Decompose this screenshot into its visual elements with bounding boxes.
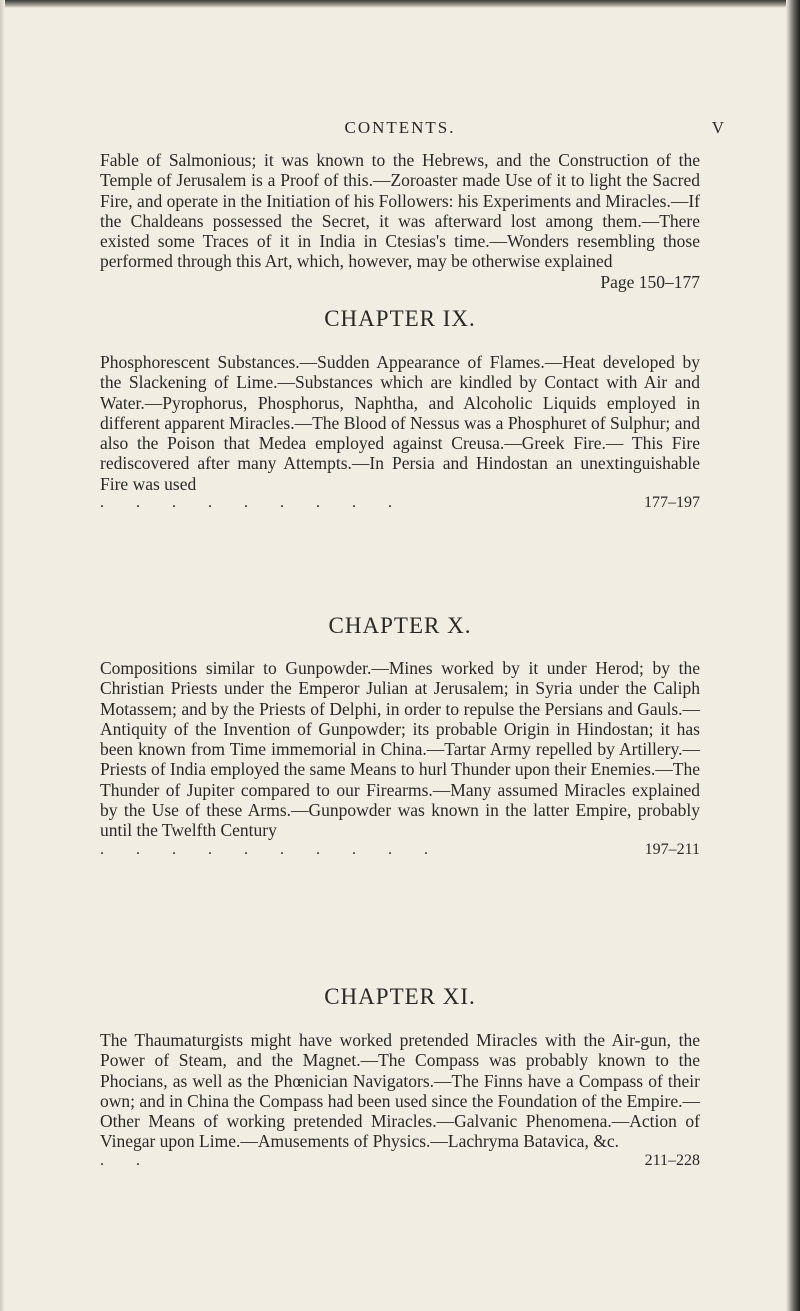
- chapter-xi-page-line: [100, 1152, 700, 1170]
- page-edge-top: [0, 0, 800, 8]
- chapter-x-leaders: . . . . . . . . . .: [100, 840, 442, 858]
- chapter-xi-page-range: 211–228: [644, 1151, 700, 1169]
- page-edge-right: [786, 0, 800, 1311]
- chapter-x-text: Compositions similar to Gunpowder.—Mines worked by it under Herod; by the Christian Priests under the Emperor Julian at Jerusalem; in Syria under the Caliph Motassem; and by the Priests of Delphi, in order to repulse the Persians and Gauls.—Antiquity of the Invention of Gunpowder; its probable Origin in Hindostan; it has been known from Time immemorial in China.—Tartar Army repelled by Artillery.—Priests of India employed the same Means to hurl Thunder upon their Enemies.—The Thunder of Jupiter compared to our Firearms.—Many assumed Miracles explained by the Use of these Arms.—Gunpowder was known in the latter Empire, probably until the Twelfth Century: [100, 658, 700, 841]
- page-numeral: V: [711, 118, 724, 137]
- intro-entry: [100, 150, 700, 292]
- chapter-ix-text: Phosphorescent Substances.—Sudden Appearance of Flames.—Heat developed by the Slackening of Lime.—Substances which are kindled by Contact with Air and Water.—Pyrophorus, Phosphorus, Naphtha, and Alcoholic Liquids employed in different apparent Miracles.—The Blood of Nessus was a Phosphuret of Sulphur; and also the Poison that Medea employed against Creusa.—Greek Fire.— This Fire rediscovered after many Attempts.—In Persia and Hindostan an unextinguishable Fire was used: [100, 352, 700, 494]
- chapter-ix-page-range: 177–197: [644, 494, 700, 512]
- running-head: [100, 118, 740, 142]
- chapter-x-page-range: 197–211: [644, 840, 700, 858]
- running-title: CONTENTS.: [344, 118, 456, 137]
- chapter-xi-heading: CHAPTER XI.: [324, 984, 476, 1009]
- chapter-ix-page-line: [100, 494, 700, 512]
- chapter-xi-text: The Thaumaturgists might have worked pretended Miracles with the Air-gun, the Power of Steam, and the Magnet.—The Compass was probably known to the Phocians, as well as the Phœnician Navigators.—The Finns have a Compass of their own; and in China the Compass had been used since the Foundation of the Empire.—Other Means of working pretended Miracles.—Galvanic Phenomena.—Action of Vinegar upon Lime.—Amusements of Physics.—Lachryma Batavica, &c.: [100, 1030, 700, 1152]
- chapter-ix-heading: CHAPTER IX.: [324, 306, 476, 331]
- intro-page-range: Page 150–177: [600, 271, 700, 292]
- page-edge-left: [0, 0, 5, 1311]
- chapter-ix-leaders: . . . . . . . . .: [100, 494, 406, 512]
- chapter-x-page-line: [100, 841, 700, 859]
- chapter-xi-entry: [100, 1030, 700, 1170]
- chapter-x-heading: CHAPTER X.: [328, 613, 472, 638]
- intro-text: Fable of Salmonious; it was known to the Hebrews, and the Construction of the Temple of Jerusalem is a Proof of this.—Zoroaster made Use of it to light the Sacred Fire, and operate in the Initiation of his Followers: his Experiments and Miracles.—If the Chaldeans possessed the Secret, it was afterward lost among them.—There existed some Traces of it in India in Ctesias's time.—Wonders resembling those performed through this Art, which, however, may be otherwise explained: [100, 150, 700, 272]
- chapter-x-entry: [100, 658, 700, 859]
- chapter-ix-entry: [100, 352, 700, 512]
- chapter-xi-leaders: . .: [100, 1151, 154, 1169]
